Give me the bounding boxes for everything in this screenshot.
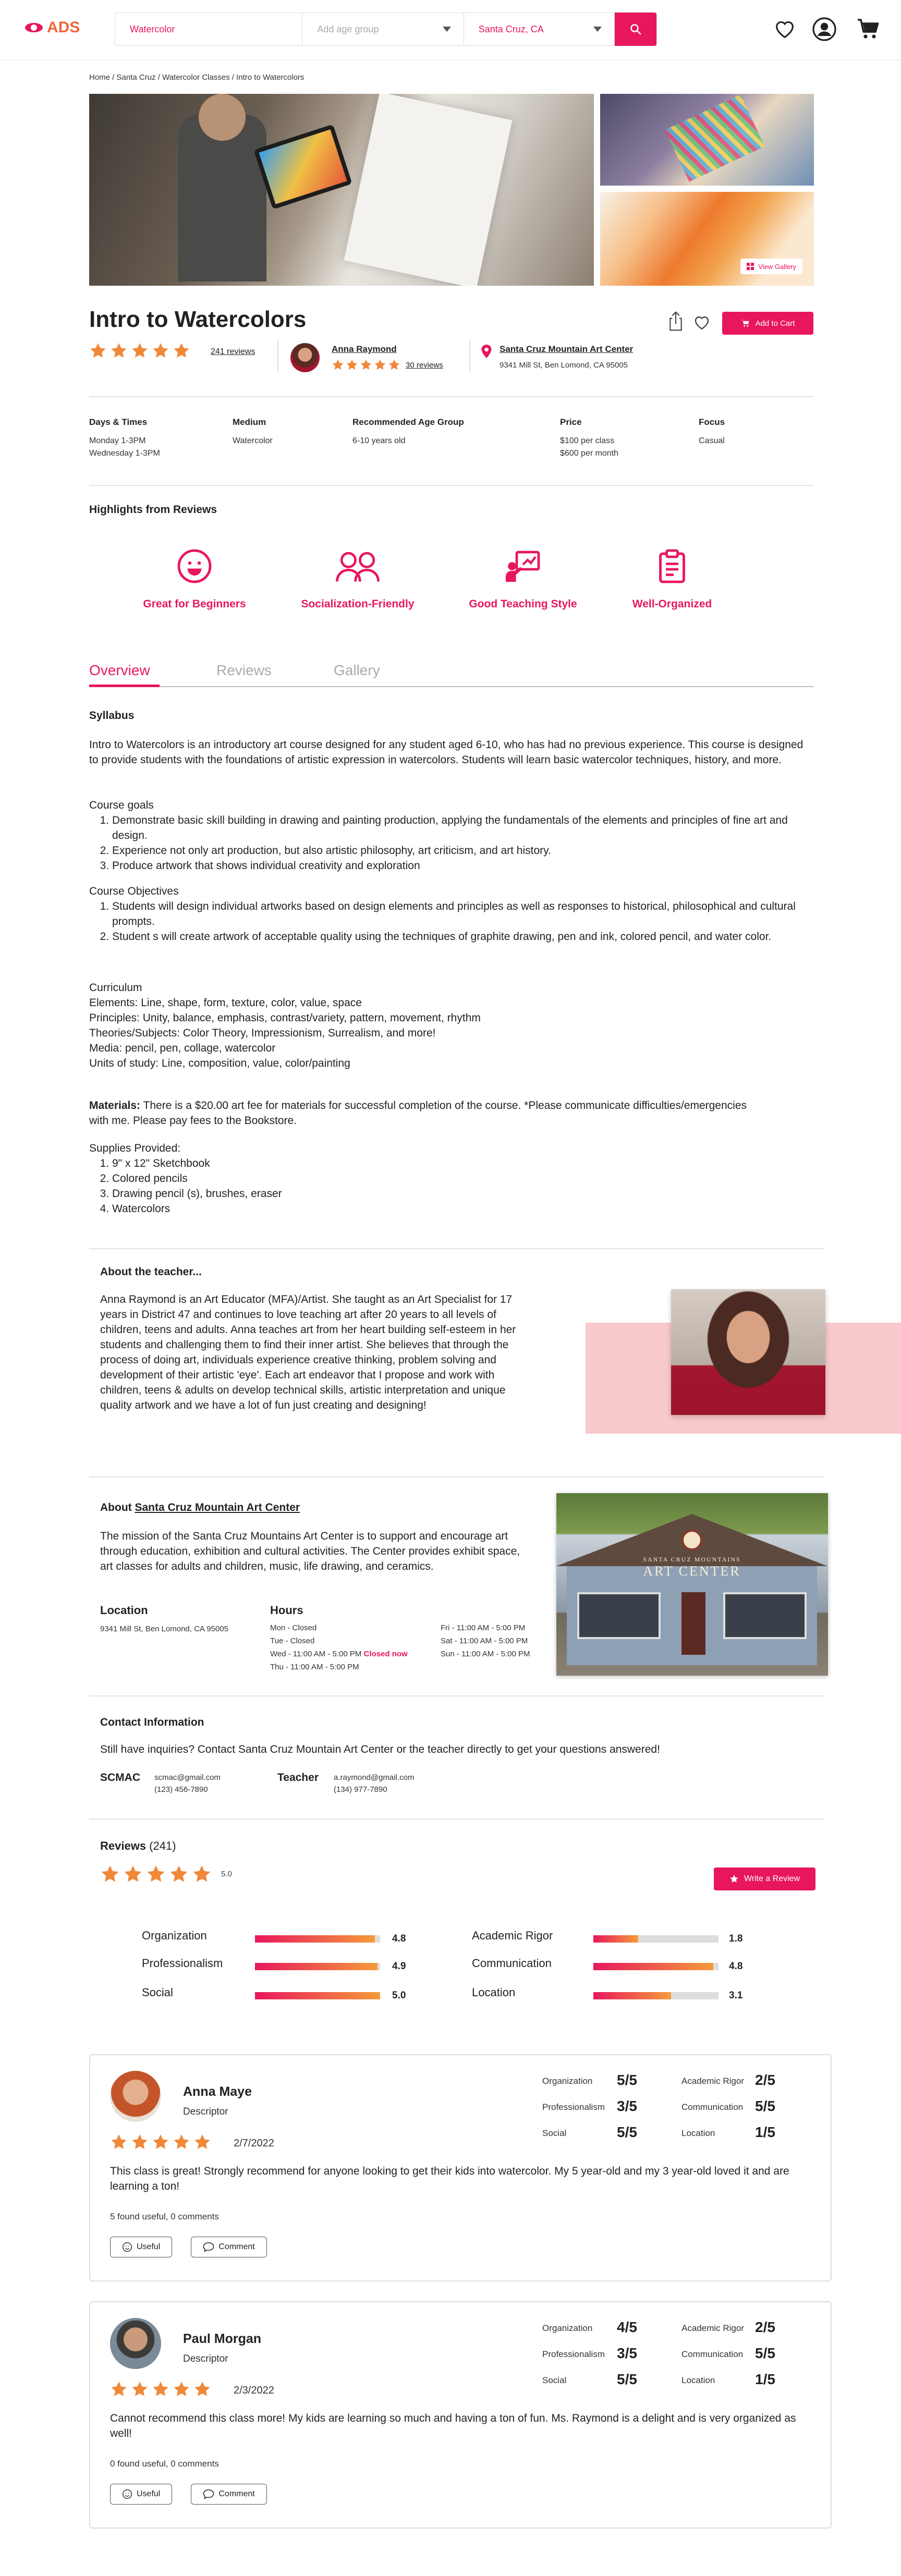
score-label: Academic Rigor [681, 2323, 744, 2333]
goal-item: 3. Produce artwork that shows individual creativity and exploration [112, 858, 814, 873]
teacher-avatar[interactable] [290, 343, 320, 372]
scmac-label: SCMAC [100, 1772, 140, 1784]
breadcrumb-santa-cruz[interactable]: Santa Cruz [116, 73, 156, 82]
people-icon [335, 547, 381, 585]
scmac-phone[interactable]: (123) 456-7890 [154, 1785, 208, 1794]
location-value: Santa Cruz, CA [478, 23, 544, 34]
course-rating-stars [89, 342, 190, 360]
star-icon [110, 342, 128, 360]
supplies-title: Supplies Provided: [89, 1142, 181, 1154]
rating-bar-fill [593, 1992, 671, 1999]
share-icon[interactable] [667, 311, 684, 332]
curriculum-title: Curriculum [89, 982, 142, 994]
title-divider [277, 340, 278, 372]
write-review-label: Write a Review [744, 1874, 800, 1883]
reviewer-role: Descriptor [183, 2353, 228, 2364]
info-price: Price $100 per class $600 per month [560, 417, 619, 458]
smile-icon [122, 2489, 132, 2499]
score-label: Location [681, 2375, 715, 2385]
score-value: 1/5 [755, 2124, 775, 2140]
reviews-average: 5.0 [221, 1870, 232, 1878]
section-divider [89, 485, 814, 486]
comment-icon [203, 2242, 214, 2252]
location-title: Location [100, 1604, 148, 1617]
review-stars [110, 2380, 211, 2398]
score-value: 4/5 [617, 2319, 637, 2335]
teacher-contact [334, 1772, 414, 1796]
hours-title: Hours [270, 1604, 303, 1617]
highlight-good-teaching-style: Good Teaching Style [455, 547, 591, 611]
star-icon [131, 2133, 149, 2151]
reviews-title: Reviews (241) [100, 1839, 176, 1852]
hours-right: Fri - 11:00 AM - 5:00 PM Sat - 11:00 AM - 5:00 PM Sun - 11:00 AM - 5:00 PM [441, 1623, 530, 1658]
course-objectives [89, 884, 814, 944]
tab-gallery[interactable]: Gallery [334, 662, 380, 678]
center-name-link[interactable]: Santa Cruz Mountain Art Center [500, 344, 634, 354]
gallery-thumb-1[interactable] [600, 94, 814, 186]
course-reviews-link[interactable]: 241 reviews [211, 347, 255, 356]
info-focus: Focus Casual [699, 417, 725, 445]
review-card [89, 2054, 832, 2281]
canvas-board [344, 94, 513, 286]
logo-text: ADS [47, 19, 80, 36]
tab-underline [89, 686, 814, 687]
center-sign: SANTA CRUZ MOUNTAINS ART CENTER [643, 1556, 741, 1579]
rating-bar-value: 4.8 [729, 1961, 743, 1972]
about-teacher-title: About the teacher... [100, 1266, 202, 1278]
logo[interactable] [25, 19, 80, 36]
view-gallery-button[interactable] [740, 259, 802, 274]
teacher-contact-label: Teacher [277, 1772, 319, 1784]
course-objectives-title: Course Objectives [89, 885, 179, 897]
rating-bar [593, 1992, 719, 1999]
tablet-image [253, 124, 352, 210]
rating-bar-label: Organization [142, 1929, 207, 1942]
teacher-photo[interactable] [671, 1289, 825, 1415]
rating-bar [593, 1963, 719, 1970]
rating-bar-value: 4.9 [392, 1961, 406, 1972]
star-icon [123, 1864, 143, 1884]
score-label: Organization [542, 2076, 593, 2086]
page-title: Intro to Watercolors [89, 307, 307, 332]
review-actions [110, 2484, 286, 2505]
person-head [199, 94, 246, 141]
star-icon [100, 1864, 120, 1884]
rating-bar-fill [255, 1935, 375, 1943]
star-icon [192, 1864, 212, 1884]
course-goals [89, 798, 814, 873]
star-icon [110, 2133, 128, 2151]
tab-active-indicator [89, 685, 160, 687]
account-icon[interactable] [812, 17, 837, 42]
reviewer-avatar[interactable] [110, 2318, 161, 2369]
score-value: 2/5 [755, 2319, 775, 2335]
review-date: 2/7/2022 [234, 2138, 274, 2149]
subject-input[interactable] [115, 13, 302, 45]
score-label: Professionalism [542, 2102, 605, 2112]
teacher-rating-stars [332, 359, 400, 371]
teacher-board-icon [504, 547, 542, 585]
rating-bar-value: 3.1 [729, 1990, 743, 2001]
subject-value: Watercolor [130, 23, 175, 34]
logo-eye-icon [25, 23, 43, 32]
contact-title: Contact Information [100, 1716, 204, 1728]
highlight-great-for-beginners: Great for Beginners [127, 547, 262, 611]
cart-icon[interactable] [856, 17, 881, 42]
star-icon [332, 359, 344, 371]
star-icon [169, 1864, 189, 1884]
title-divider [469, 340, 470, 372]
contact-text: Still have inquiries? Contact Santa Cruz Mountain Art Center or the teacher directly to get your questions answered! [100, 1743, 660, 1755]
gallery-thumb-2[interactable] [600, 192, 814, 286]
rating-bar-value: 1.8 [729, 1933, 743, 1944]
section-divider [89, 396, 814, 397]
age-group-select[interactable] [302, 13, 464, 45]
scmac-email[interactable]: scmac@gmail.com [154, 1773, 221, 1782]
about-center-title: About Santa Cruz Mountain Art Center [100, 1501, 300, 1513]
star-icon [152, 2133, 169, 2151]
score-value: 1/5 [755, 2371, 775, 2387]
comment-icon [203, 2489, 214, 2499]
rating-bar-label: Communication [472, 1957, 552, 1970]
map-pin-icon [481, 344, 492, 359]
reviewer-name: Paul Morgan [183, 2331, 262, 2346]
star-icon [729, 1874, 739, 1884]
score-label: Social [542, 2128, 567, 2138]
course-goals-title: Course goals [89, 799, 154, 811]
smile-icon [176, 547, 213, 585]
star-icon [388, 359, 400, 371]
score-label: Academic Rigor [681, 2076, 744, 2086]
highlight-well-organized: Well-Organized [604, 547, 740, 611]
teacher-name-link[interactable]: Anna Raymond [332, 344, 397, 354]
rating-bar-label: Location [472, 1986, 516, 1999]
star-icon [89, 342, 107, 360]
goal-item: 1. Demonstrate basic skill building in drawing and painting production, applying the fundamentals of the elements and principles of fine art and design. [112, 813, 814, 843]
score-label: Social [542, 2375, 567, 2385]
top-header [0, 0, 901, 60]
score-value: 5/5 [617, 2371, 637, 2387]
reviewer-role: Descriptor [183, 2106, 228, 2117]
star-icon [173, 2133, 190, 2151]
score-value: 3/5 [617, 2345, 637, 2361]
score-label: Communication [681, 2349, 744, 2359]
about-center-link[interactable]: Santa Cruz Mountain Art Center [135, 1501, 300, 1513]
about-center-text: The mission of the Santa Cruz Mountains Art Center is to support and encourage art through education, exhibition and cultural activities. The Center provides exhibit space, art classes for adults and children, music, life drawing, and ceramics. [100, 1530, 520, 1572]
score-value: 5/5 [617, 2072, 637, 2088]
add-to-cart-label: Add to Cart [755, 319, 795, 328]
review-date: 2/3/2022 [234, 2385, 274, 2396]
star-icon [110, 2380, 128, 2398]
clipboard-icon [653, 547, 691, 585]
search-button[interactable] [615, 13, 656, 46]
grid-icon [747, 263, 754, 270]
info-days-times: Days & Times Monday 1-3PM Wednesday 1-3PM [89, 417, 160, 458]
write-review-button[interactable] [714, 1867, 815, 1890]
reviewer-avatar[interactable] [110, 2071, 161, 2122]
score-value: 2/5 [755, 2072, 775, 2088]
tab-overview[interactable]: Overview [89, 662, 150, 678]
rating-bar-label: Social [142, 1986, 173, 1999]
score-value: 3/5 [617, 2098, 637, 2114]
rating-bar [255, 1935, 380, 1943]
highlight-socialization-friendly: Socialization-Friendly [290, 547, 425, 611]
rating-bar-fill [593, 1935, 638, 1943]
age-group-placeholder: Add age group [317, 23, 379, 34]
tab-reviews[interactable]: Reviews [216, 662, 272, 678]
star-icon [360, 359, 372, 371]
rating-bar-label: Academic Rigor [472, 1929, 553, 1942]
highlights-title: Highlights from Reviews [89, 504, 217, 516]
search-bar [115, 13, 657, 46]
view-gallery-label: View Gallery [758, 262, 796, 271]
teacher-email[interactable]: a.raymond@gmail.com [334, 1773, 415, 1782]
score-value: 5/5 [617, 2124, 637, 2140]
rating-bar [255, 1992, 380, 1999]
rating-bar-fill [255, 1992, 380, 1999]
score-value: 5/5 [755, 2098, 775, 2114]
useful-button[interactable]: Useful [110, 2484, 172, 2505]
star-icon [152, 2380, 169, 2398]
star-icon [193, 2133, 211, 2151]
score-value: 5/5 [755, 2345, 775, 2361]
rating-bar-label: Professionalism [142, 1957, 223, 1970]
star-icon [173, 342, 190, 360]
syllabus-intro: Intro to Watercolors is an introductory art course designed for any student aged 6-10, who has had no previous experience. This course is designed to provide students with the foundations of artistic expression in watercolors. Students will learn basic watercolor techniques, history, and more. [89, 739, 803, 766]
breadcrumb-home[interactable]: Home [89, 73, 111, 82]
rating-bar-value: 4.8 [392, 1933, 406, 1944]
star-icon [173, 2380, 190, 2398]
review-useful-count: 5 found useful, 0 comments [110, 2212, 219, 2221]
comment-button[interactable]: Comment [191, 2237, 266, 2257]
add-to-cart-button[interactable] [722, 312, 813, 335]
star-icon [346, 359, 358, 371]
center-photo[interactable] [556, 1493, 828, 1676]
score-label: Professionalism [542, 2349, 605, 2359]
materials-note: Materials: There is a $20.00 art fee for materials for successful completion of the course. *Please communicate difficulties/emergencies with me. Please pay fees to the Bookstore. [89, 1100, 747, 1127]
syllabus-title: Syllabus [89, 710, 135, 722]
rating-bar [593, 1935, 719, 1943]
center-address: 9341 Mill St, Ben Lomond, CA 95005 [500, 361, 628, 370]
breadcrumb-current: Intro to Watercolors [236, 73, 305, 82]
star-icon [131, 342, 149, 360]
cart-icon [741, 319, 750, 328]
review-text: Cannot recommend this class more! My kids are learning so much and having a ton of fun. Ms. Raymond is a delight and is very organized as well! [110, 2412, 796, 2439]
rating-bar-fill [593, 1963, 713, 1970]
section-divider [89, 1248, 824, 1249]
about-teacher-text: Anna Raymond is an Art Educator (MFA)/Artist. She taught as an Art Specialist for 17 years in District 47 and continues to love teaching art after 20 years to all levels of children, teens and adults. Anna teaches art from her heart building self-esteem in her students and challenging them to find their inner artist. She believes that through the process of doing art, individuals experience creative thinking, problem solving and development of their artistic 'eye'. Each art endeavor that I propose and work with children, teens & adults on develop technical skills, artistic interpretation and unique quality artwork and we have a lot of fun just creating and designing! [100, 1293, 516, 1411]
section-divider [89, 1695, 824, 1696]
favorite-heart-icon[interactable] [692, 313, 711, 332]
smile-icon [122, 2242, 132, 2252]
review-card [89, 2301, 832, 2529]
breadcrumb: Home / Santa Cruz / Watercolor Classes / Intro to Watercolors [89, 73, 305, 82]
info-age-group: Recommended Age Group 6-10 years old [352, 417, 464, 445]
search-icon [629, 23, 642, 35]
reviews-rating-stars [100, 1864, 212, 1884]
section-divider [89, 1476, 824, 1478]
star-icon [193, 2380, 211, 2398]
rating-bar-fill [255, 1963, 378, 1970]
useful-button[interactable]: Useful [110, 2237, 172, 2257]
chevron-down-icon [443, 27, 451, 32]
review-stars [110, 2133, 211, 2151]
review-useful-count: 0 found useful, 0 comments [110, 2459, 219, 2469]
center-location: 9341 Mill St, Ben Lomond, CA 95005 [100, 1625, 228, 1633]
star-icon [131, 2380, 149, 2398]
reviewer-name: Anna Maye [183, 2084, 252, 2099]
closed-now-badge: Closed now [363, 1650, 408, 1658]
scmac-contact [154, 1772, 221, 1796]
breadcrumb-watercolor-classes[interactable]: Watercolor Classes [162, 73, 230, 82]
teacher-reviews-link[interactable]: 30 reviews [406, 361, 443, 370]
score-label: Communication [681, 2102, 744, 2112]
score-label: Location [681, 2128, 715, 2138]
comment-button[interactable]: Comment [191, 2484, 266, 2505]
teacher-phone[interactable]: (134) 977-7890 [334, 1785, 387, 1794]
rating-bar [255, 1963, 380, 1970]
review-text: This class is great! Strongly recommend for anyone looking to get their kids into watercolor. My 5 year-old and my 3 year-old loved it and are learning a ton! [110, 2165, 789, 2192]
review-actions [110, 2237, 286, 2257]
score-label: Organization [542, 2323, 593, 2333]
gallery-main-image[interactable] [89, 94, 594, 286]
hours-left: Mon - Closed Tue - Closed Wed - 11:00 AM - 5:00 PM Closed now Thu - 11:00 AM - 5:00 PM [270, 1623, 408, 1671]
chevron-down-icon [593, 27, 602, 32]
objective-item: 2. Student s will create artwork of acceptable quality using the techniques of graphite drawing, pen and ink, colored pencil, and water color. [112, 929, 814, 944]
info-medium: Medium Watercolor [233, 417, 273, 445]
star-icon [146, 1864, 166, 1884]
rating-bar-value: 5.0 [392, 1990, 406, 2001]
curriculum: Curriculum Elements: Line, shape, form, texture, color, value, space Principles: Unity, balance, emphasis, contrast/variety, pattern, movement, rhythm Theories/Subjects: Color Theory, Impressionism, Surrealism, and more! Media: pencil, pen, collage, watercolor Units of study: Line, composition, value, color/painting [89, 980, 814, 1071]
location-select[interactable] [464, 13, 615, 45]
star-icon [152, 342, 169, 360]
star-icon [374, 359, 386, 371]
supplies-provided: Supplies Provided: 1. 9" x 12" Sketchbook 2. Colored pencils 3. Drawing pencil (s), brushes, eraser 4. Watercolors [89, 1141, 814, 1216]
objective-item: 1. Students will design individual artworks based on design elements and principles as well as responses to historical, philosophical and cultural prompts. [112, 899, 814, 929]
goal-item: 2. Experience not only art production, but also artistic philosophy, art criticism, and art history. [112, 843, 814, 858]
heart-icon[interactable] [773, 17, 797, 41]
section-divider [89, 1818, 824, 1820]
